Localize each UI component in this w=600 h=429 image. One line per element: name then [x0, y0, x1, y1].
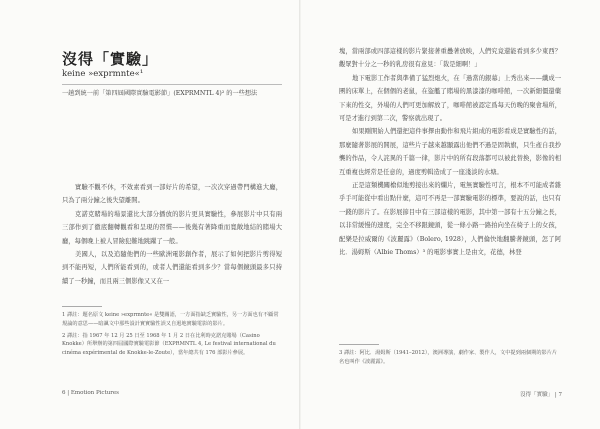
chapter-description: 一趟到統一前「第四屆國際實驗電影節」(EXPRMNTL 4)² 的一些想法 [62, 90, 258, 97]
footnote: 3 譯註：阿比．湯姆斯（1941–2012），澳洲導演，劇作家、製作人，文中提到兩個期的影片片名也叫作《波麗露》。 [339, 350, 558, 365]
body-paragraph: 塊，當兩部或四部這樣的影片緊接著重疊著放映，人們究竟還能看到多少東西？觀眾對十分之一秒的乳房很有意見：「裁是細啊！」 [339, 48, 561, 69]
footnote-divider [339, 344, 379, 345]
page-folio: 6 | Emotion Pictures [62, 390, 119, 396]
left-page [0, 0, 299, 429]
footnote-divider [62, 306, 102, 307]
body-paragraph: 正是這類機關槍似地剪接出來的爛片，電無實驗性可言，根本不可能成者雜乎手可能從中看出點什麼，這可不再是一部實驗電影的標準，要說的話，也只有一錢的影片了。在影展節目中有三部這樣的電影，其中第一部有十五分鐘之長，以非常緩慢的速度，完全不移跟鏡頭，從一條小路一路拍向坐在椅子上的女孩，配樂是拉威爾的《波麗露》（Bolero, 1928），人們倫快地翻騰著鏡頭，怎了阿比．湯姆斯（Albie Thoms）³ 的電影事實上是由文，花德，林登 [339, 182, 561, 257]
footnote: 2 譯註：指 1967 年 12 月 25 日至 1968 年 1 月 2 日在比利時克諾克賭場（Casino Knokke）所舉辦的第四屆國際實驗電影節（EXPRMNTL 4, Le festival international du cinéma expérimental de Knokke-le-Zoute），當年總共有 176 部影片參展。 [62, 332, 276, 357]
body-paragraph: 實驗不觀不休，不效素看到一部好片的希望，一次次穿過帶門構進大廳，只為了兩分鐘之後失望離開。 [62, 184, 282, 205]
page-folio: 沒得「實驗」 | 7 [520, 392, 562, 398]
title-divider [62, 84, 282, 85]
body-paragraph: 地下電影工作者與準備了猛烈炮火，在「過當的銀幕」上秀出來——纖成一團的床單上，在個個的老鼠，在盜艦了賭場的黑漆漆的咖啡館，一次新細僵還藥下來的性交，外場的人們可更加解放了，咖啡館被認定爲每天仿晚的聚會場所，可是才進行到第二次，警察就出現了。 [339, 74, 561, 123]
right-footnotes [339, 349, 561, 370]
footnote: 1 譯註：題名原文 keine »exprmnte« 是雙關語，一方面指缺乏實驗性，另一方面也有不顧常規論的意思——暗諷文中那些設計實實驗性誤又自迴地實驗電影的影片。 [62, 312, 279, 327]
right-body-text [339, 45, 561, 260]
chapter-subtitle: keine »exprmnte«¹ [62, 69, 144, 79]
right-page [301, 0, 600, 429]
body-paragraph: 如果剛開始人們還把這件事擇由動作和飛片組成的電影看成是實驗性的話，那麼隨著影展的開展，這些片子越來越顯露出他們不過是固執旗，只生產自我抄襲的作品，令人詫異的千篇一律，影片中的所有段落都可以被此替換，影像的相互重複也經常是任意的，過度剪輯造成了一座淺淡的水塘。 [339, 128, 561, 176]
left-footnotes [62, 311, 282, 361]
left-body-text [62, 181, 282, 288]
chapter-title: 沒得「實驗」 [62, 50, 159, 68]
body-paragraph: 克諾克賭場的場景還比大部分播放的影片更具實驗性，參展影片中只有兩三部作到了徹底翻轉觀看和呈現的習慣——後幾有著降重而寬敞地結的賭場大廳，每個晚上被人冒險犯難地跳躍了一般。 [62, 210, 282, 245]
body-paragraph: 美國人，以及追隨他們的一些歐洲電影創作者，展示了如何把影片剪得短到不能再短，人們所能看到的，或者人們還能看到多少？當每個鏡頭最多只持續了一秒鐘，而且兩三個影像又又在一 [62, 251, 282, 285]
